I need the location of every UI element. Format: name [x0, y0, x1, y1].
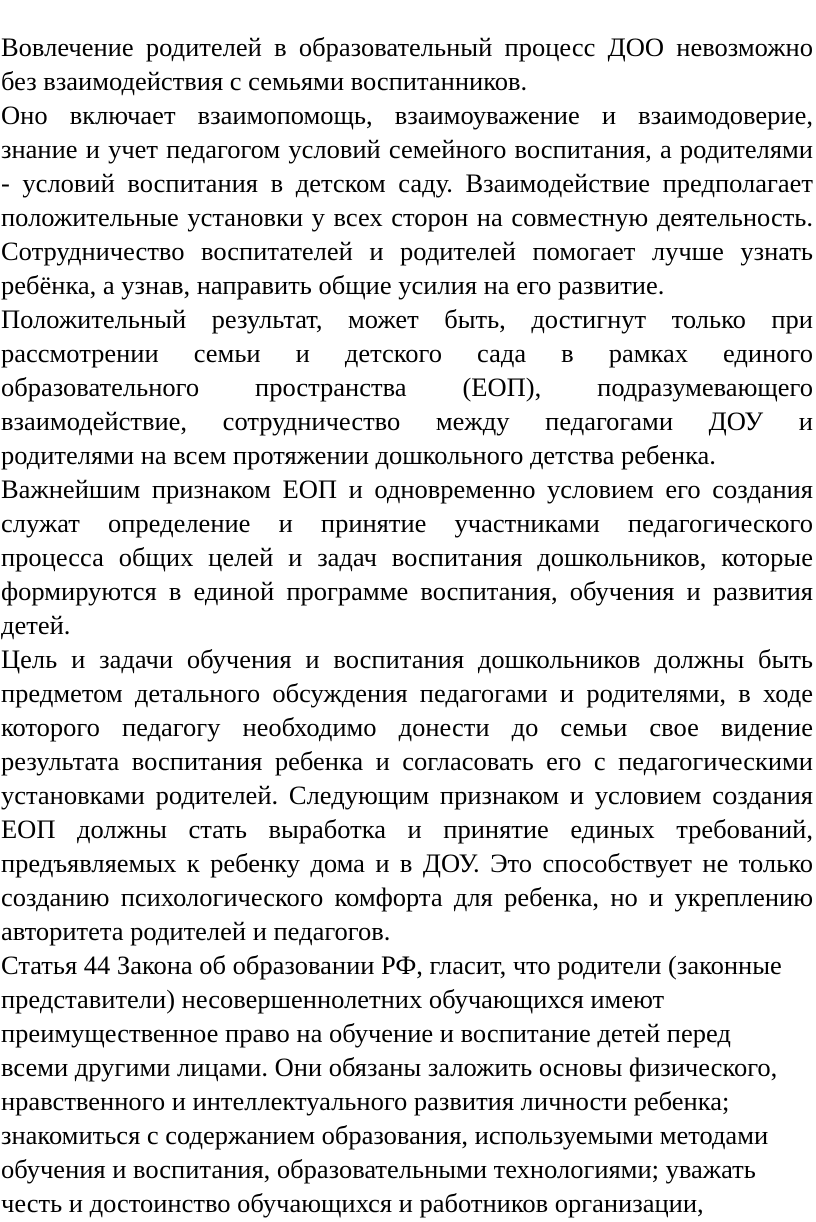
text-line: Вовлечение родителей в образовательный процесс ДОО невозможно: [1, 32, 813, 62]
text-line: предметом детального обсуждения педагогами и родителями, в ходе: [1, 678, 813, 708]
text-line: результата воспитания ребенка и согласовать его с педагогическими: [1, 746, 813, 776]
text-line: без взаимодействия с семьями воспитанников.: [1, 66, 528, 96]
text-line: ребёнка, а узнав, направить общие усилия на его развитие.: [1, 270, 665, 300]
text-line: установками родителей. Следующим признаком и условием создания: [1, 780, 813, 810]
text-line: ЕОП должны стать выработка и принятие единых требований,: [1, 814, 813, 844]
text-line: авторитета родителей и педагогов.: [1, 916, 391, 946]
text-line: детей.: [1, 610, 71, 640]
text-line: положительные установки у всех сторон на совместную деятельность.: [1, 202, 813, 232]
text-line: знание и учет педагогом условий семейного воспитания, а родителями: [1, 134, 813, 164]
text-line: предъявляемых к ребенку дома и в ДОУ. Это способствует не только: [1, 848, 813, 878]
text-line: формируются в единой программе воспитания, обучения и развития: [1, 576, 813, 606]
text-line: знакомиться с содержанием образования, используемыми методами: [1, 1120, 769, 1150]
text-line: обучения и воспитания, образовательными технологиями; уважать: [1, 1154, 756, 1184]
text-line: процесса общих целей и задач воспитания дошкольников, которые: [1, 542, 813, 572]
text-line: служат определение и принятие участниками педагогического: [1, 508, 813, 538]
text-line: Цель и задачи обучения и воспитания дошкольников должны быть: [1, 644, 813, 674]
text-line: Важнейшим признаком ЕОП и одновременно условием его создания: [1, 474, 813, 504]
text-line: рассмотрении семьи и детского сада в рамках единого: [1, 338, 813, 368]
text-line: Сотрудничество воспитателей и родителей помогает лучше узнать: [1, 236, 813, 266]
text-line: Статья 44 Закона об образовании РФ, гласит, что родители (законные: [1, 950, 782, 980]
text-line: - условий воспитания в детском саду. Взаимодействие предполагает: [1, 168, 813, 198]
text-line: родителями на всем протяжении дошкольного детства ребенка.: [1, 440, 716, 470]
text-line: которого педагогу необходимо донести до семьи свое видение: [1, 712, 813, 742]
text-line: Положительный результат, может быть, достигнут только при: [1, 304, 813, 334]
text-line: образовательного пространства (ЕОП), подразумевающего: [1, 372, 813, 402]
text-line: честь и достоинство обучающихся и работников организации,: [1, 1188, 704, 1218]
text-line: взаимодействие, сотрудничество между педагогами ДОУ и: [1, 406, 813, 436]
text-line: нравственного и интеллектуального развития личности ребенка;: [1, 1086, 730, 1116]
text-line: представители) несовершеннолетних обучающихся имеют: [1, 984, 665, 1014]
text-line: всеми другими лицами. Они обязаны заложить основы физического,: [1, 1052, 778, 1082]
text-line: Оно включает взаимопомощь, взаимоуважение и взаимодоверие,: [1, 100, 813, 130]
text-line: созданию психологического комфорта для ребенка, но и укреплению: [1, 882, 813, 912]
text-line: преимущественное право на обучение и воспитание детей перед: [1, 1018, 731, 1048]
